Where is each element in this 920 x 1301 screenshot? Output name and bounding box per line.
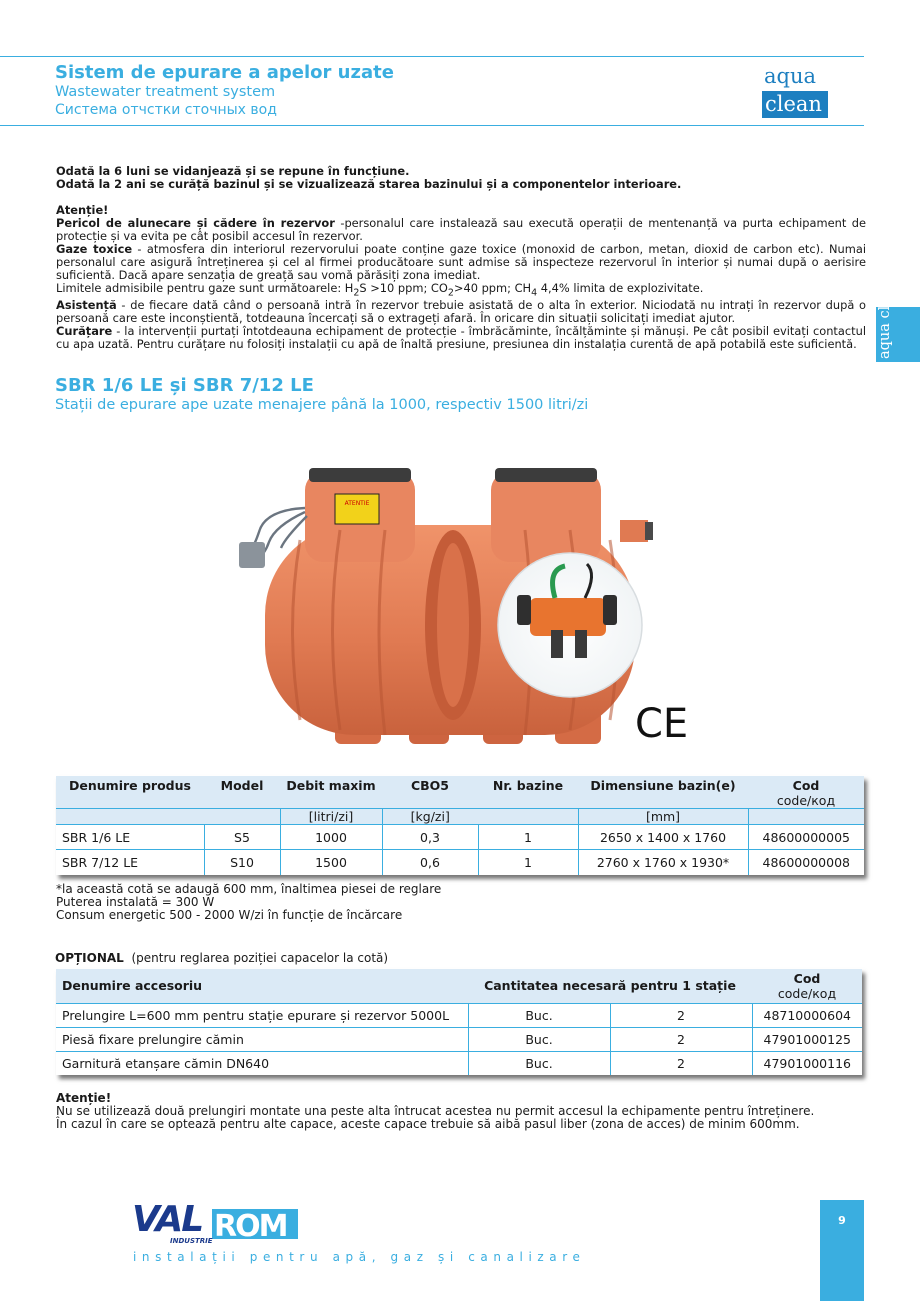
- col-header-tanks: Nr. bazine: [478, 776, 578, 809]
- aqua-clean-logo: [762, 64, 828, 120]
- product-subtitle: Stații de epurare ape uzate menajere până la 1000, respectiv 1500 litri/zi: [55, 397, 589, 413]
- optional-text: (pentru reglarea poziției capacelor la cotă): [131, 951, 389, 965]
- cell-code: 48600000008: [748, 850, 864, 875]
- gas-limits-a: Limitele admisibile pentru gaze sunt următoarele: H: [56, 281, 354, 295]
- cell-code: 47901000116: [752, 1051, 862, 1075]
- col-header-code-sub: code/код: [777, 985, 837, 1001]
- cell-tanks: 1: [478, 825, 578, 850]
- table-header-row: [56, 969, 862, 1003]
- aerator-unit: [530, 598, 606, 636]
- page-title-ru: Система отчстки сточных вод: [55, 102, 277, 118]
- warning-sticker-text: ATENTIE: [344, 500, 370, 507]
- cell-model: S10: [204, 850, 280, 875]
- col-header-code: [748, 776, 864, 809]
- aerator-pipe: [575, 630, 587, 658]
- gas-limits-b: S >10 ppm; CO: [359, 281, 448, 295]
- paragraph-slip-hazard-body: -personalul care instalează sau execută operații de mentenanță va purta echipament de protecție și va evita pe cât posibil accesul în rezervor.: [56, 216, 867, 243]
- table-row: [56, 1027, 862, 1051]
- unit-cell: [478, 809, 578, 825]
- unit-cell: [204, 809, 280, 825]
- aerator-pipe: [551, 630, 563, 658]
- paragraph-toxic-gas-title: Gaze toxice: [56, 242, 133, 256]
- aerator-valve: [517, 595, 531, 625]
- col-header-product: Denumire produs: [56, 776, 204, 809]
- warning-sticker: [335, 494, 379, 524]
- logo-word-aqua: aqua: [764, 64, 817, 88]
- col-header-model: Model: [204, 776, 280, 809]
- aerator-valve: [603, 595, 617, 625]
- accessories-table: [56, 969, 862, 1075]
- valrom-logo-val: VAL: [132, 1199, 203, 1240]
- cell-code: 48600000005: [748, 825, 864, 850]
- paragraph-assistance: [56, 299, 866, 325]
- valrom-logo-rom: ROM: [214, 1209, 287, 1244]
- cell-tanks: 1: [478, 850, 578, 875]
- attention-note: [56, 1092, 814, 1131]
- outlet-pipe: [620, 520, 648, 542]
- page-number: 9: [838, 1214, 846, 1227]
- attention-note-title: Atenție!: [56, 1091, 112, 1105]
- tank-lid-right: [495, 468, 597, 482]
- table-row: [56, 1051, 862, 1075]
- gas-limits-sub3: 4: [531, 287, 538, 299]
- unit-cell: [56, 809, 204, 825]
- cell-quantity: 2: [610, 1003, 752, 1027]
- table-notes: [56, 883, 441, 922]
- table-header-row: [56, 776, 864, 809]
- logo-word-clean: clean: [762, 91, 828, 118]
- tank-dome-right: [491, 472, 601, 562]
- unit-cell: [748, 809, 864, 825]
- cell-unit: Buc.: [468, 1027, 610, 1051]
- attention-heading: Atenție!: [56, 203, 109, 217]
- units-row: [56, 809, 864, 825]
- table-row: [56, 850, 864, 875]
- col-header-code: [752, 969, 862, 1003]
- cell-unit: Buc.: [468, 1051, 610, 1075]
- paragraph-cleaning-body: - la intervenții purtați întotdeauna echipament de protecție - îmbrăcăminte, încălțăminte și mănuși. Pe cât posibil evitați contactul cu apa uzată. Pentru curățare nu folosiți instalații cu apă de înaltă presiune, presiunea din instalația curentă de apă potabilă este suficientă.: [56, 324, 866, 352]
- col-header-dimensions: Dimensiune bazin(e): [578, 776, 748, 809]
- maintenance-text: [56, 165, 866, 351]
- col-header-code-sub: code/код: [776, 793, 836, 808]
- cell-accessory: Garnitură etanșare cămin DN640: [56, 1051, 468, 1075]
- gas-limits-sub1: 2: [353, 287, 360, 299]
- product-title: SBR 1/6 LE și SBR 7/12 LE: [55, 375, 314, 396]
- header-rule-top: [0, 56, 864, 57]
- side-tab: [876, 279, 920, 362]
- cell-cbo5: 0,6: [382, 850, 478, 875]
- paragraph-cleaning-title: Curățare: [56, 324, 113, 339]
- cell-quantity: 2: [610, 1051, 752, 1075]
- cell-product: SBR 1/6 LE: [56, 825, 204, 850]
- col-header-quantity: Cantitatea necesară pentru 1 stație: [468, 969, 752, 1003]
- page-title-en: Wastewater treatment system: [55, 84, 276, 100]
- cell-flow: 1000: [280, 825, 382, 850]
- cell-code: 48710000604: [752, 1003, 862, 1027]
- valrom-logo: [130, 1197, 300, 1247]
- paragraph-toxic-gas: [56, 243, 866, 282]
- cell-cbo5: 0,3: [382, 825, 478, 850]
- unit-cell: [mm]: [578, 809, 748, 825]
- paragraph-slip-hazard: [56, 217, 866, 243]
- table-row: [56, 1003, 862, 1027]
- page-number-box: [820, 1200, 864, 1301]
- paragraph-toxic-gas-body: - atmosfera din interiorul rezervorului poate conține gaze toxice (monoxid de carbon, metan, dioxid de carbon etc). Numai personalul care asigură întreținerea și cel al firmei producătoare sunt admise să inspecteze rezervorul în interior și numai după o aerisire suficientă. Dacă apare senzația de greață sau vomă părăsiți zona imediat.: [56, 242, 866, 282]
- unit-cell: [kg/zi]: [382, 809, 478, 825]
- side-tab-label: aqua clean: [877, 279, 893, 359]
- product-photo: [225, 430, 695, 760]
- cell-accessory: Piesă fixare prelungire cămin: [56, 1027, 468, 1051]
- intro-line-1: Odată la 6 luni se vidanjează și se repune în funcțiune.: [56, 164, 410, 178]
- tank-center-groove-inner: [437, 543, 469, 707]
- gas-limits-d: 4,4% limita de explozivitate.: [537, 281, 704, 295]
- cell-quantity: 2: [610, 1027, 752, 1051]
- cell-unit: Buc.: [468, 1003, 610, 1027]
- tank-lid-left: [309, 468, 411, 482]
- cell-model: S5: [204, 825, 280, 850]
- col-header-cbo5: CBO5: [382, 776, 478, 809]
- valrom-logo-sub: INDUSTRIE: [170, 1237, 213, 1245]
- outlet-pipe-cap: [645, 522, 653, 540]
- control-box: [239, 542, 265, 568]
- gas-limits-c: >40 ppm; CH: [453, 281, 532, 295]
- optional-label: OPȚIONAL: [55, 951, 124, 965]
- cell-accessory: Prelungire L=600 mm pentru stație epurare și rezervor 5000L: [56, 1003, 468, 1027]
- note-power: Puterea instalată = 300 W: [56, 895, 215, 909]
- cell-code: 47901000125: [752, 1027, 862, 1051]
- cell-dimensions: 2650 x 1400 x 1760: [578, 825, 748, 850]
- attention-note-line-2: În cazul în care se optează pentru alte capace, aceste capace trebuie să aibă pasul liber (zona de acces) de minim 600mm.: [56, 1117, 800, 1131]
- unit-cell: [litri/zi]: [280, 809, 382, 825]
- cell-dimensions: 2760 x 1760 x 1930*: [578, 850, 748, 875]
- product-table: [56, 776, 864, 875]
- optional-heading: [55, 951, 388, 965]
- note-consumption: Consum energetic 500 - 2000 W/zi în funcție de încărcare: [56, 908, 403, 922]
- paragraph-cleaning: [56, 325, 866, 351]
- col-header-flow: Debit maxim: [280, 776, 382, 809]
- page-title: Sistem de epurare a apelor uzate: [55, 62, 394, 83]
- col-header-code-label: Cod: [792, 778, 820, 793]
- paragraph-assistance-title: Asistență: [56, 298, 117, 313]
- intro-line-2: Odată la 2 ani se curăță bazinul și se vizualizează starea bazinului și a componentelor interioare.: [56, 177, 682, 191]
- cell-flow: 1500: [280, 850, 382, 875]
- paragraph-gas-limits: [56, 282, 866, 299]
- header-rule-bottom: [0, 125, 864, 126]
- ce-mark: CE: [635, 701, 689, 747]
- cell-product: SBR 7/12 LE: [56, 850, 204, 875]
- attention-note-line-1: Nu se utilizează două prelungiri montate una peste alta întrucat acestea nu permit accesul la echipamente pentru întreținere.: [56, 1104, 815, 1118]
- footer-tagline: instalații pentru apă, gaz și canalizare: [133, 1250, 586, 1264]
- gas-limits-sub2: 2: [447, 287, 454, 299]
- table-row: [56, 825, 864, 850]
- paragraph-slip-hazard-title: Pericol de alunecare și cădere în rezervor: [56, 216, 335, 230]
- col-header-code-label: Cod: [793, 970, 821, 986]
- col-header-accessory: Denumire accesoriu: [56, 969, 468, 1003]
- note-height: *la această cotă se adaugă 600 mm, înaltimea piesei de reglare: [56, 882, 442, 896]
- paragraph-assistance-body: - de fiecare dată când o persoană intră în rezervor trebuie asistată de o alta în exterior. Niciodată nu intrați în rezervor după o persoană care este inconștientă, totdeauna încercați să o extrageți afară. În oricare din situații solicitați imediat ajutor.: [56, 298, 866, 326]
